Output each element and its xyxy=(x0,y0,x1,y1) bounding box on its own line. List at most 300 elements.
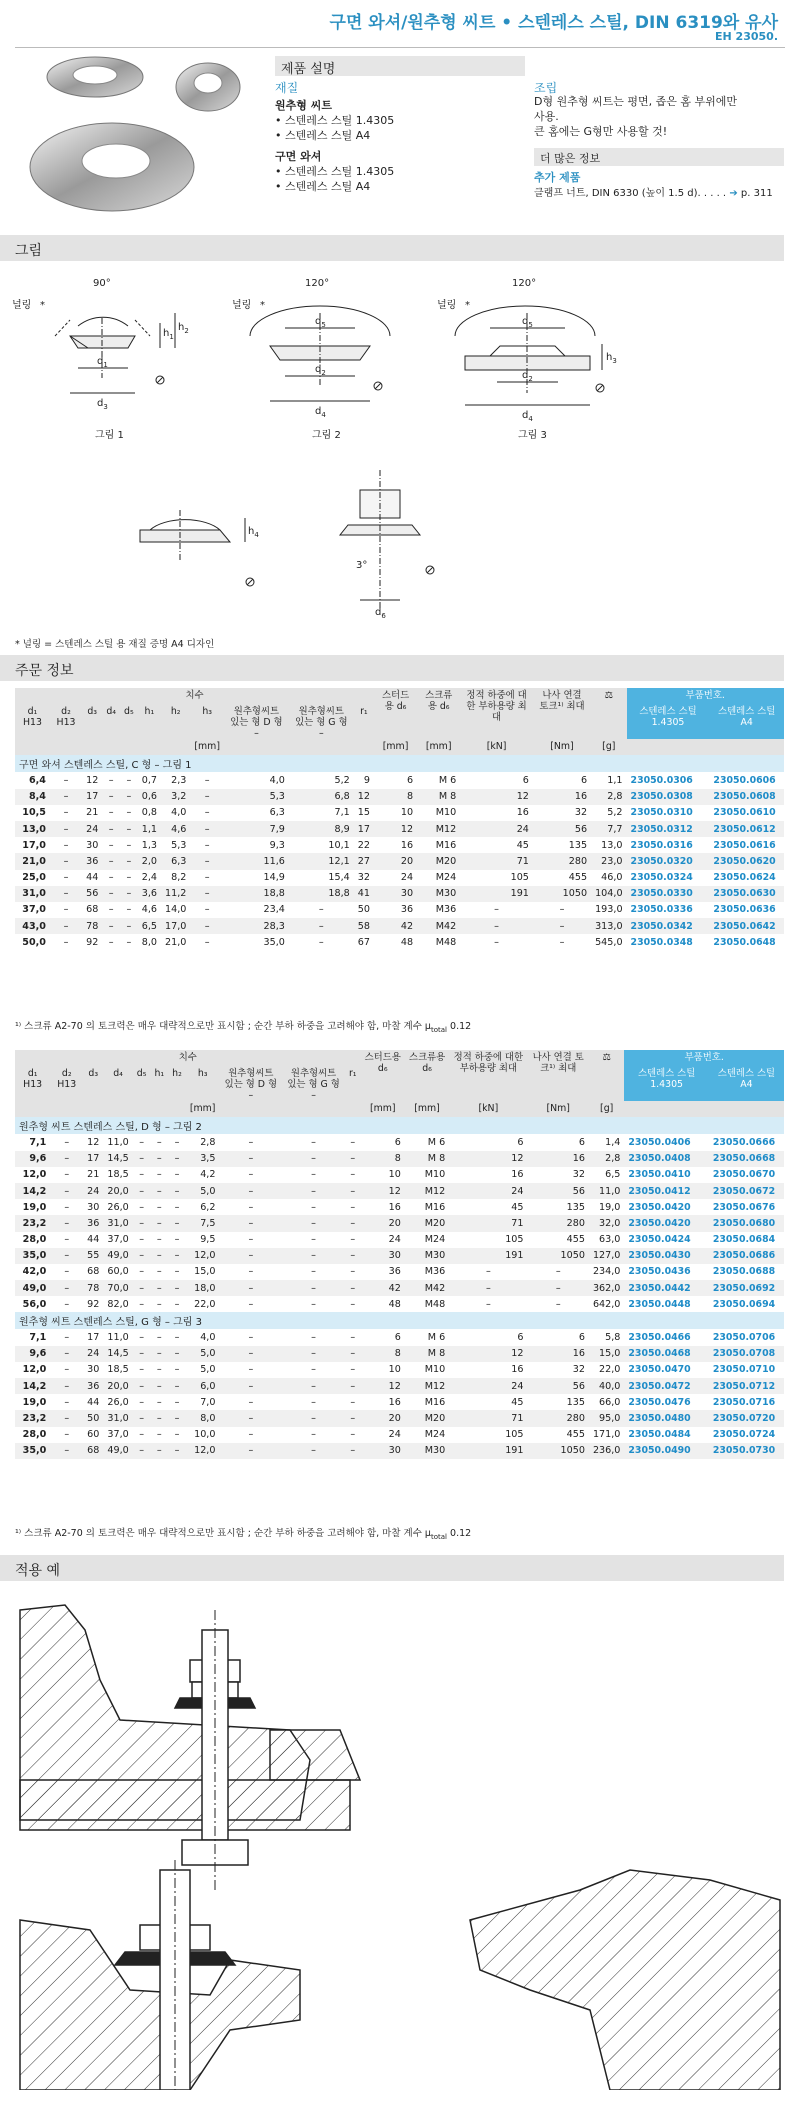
part-number[interactable]: 23050.0470 xyxy=(628,1364,691,1376)
table-row xyxy=(15,1329,784,1345)
table-cell: 104,0 xyxy=(591,886,626,902)
table-cell: M30 xyxy=(417,886,460,902)
table-cell: – xyxy=(50,853,82,869)
table-cell: 78 xyxy=(83,1280,103,1296)
table-cell: – xyxy=(350,1332,356,1344)
table-cell: – xyxy=(156,1332,162,1344)
table-cell: – xyxy=(204,936,210,948)
table-cell: 95,0 xyxy=(589,1410,624,1426)
part-number[interactable]: 23050.0436 xyxy=(628,1266,691,1278)
table-cell: – xyxy=(168,1443,186,1459)
table-cell: 26,0 xyxy=(107,1396,129,1408)
table-cell: 45 xyxy=(511,1201,524,1213)
table-cell: – xyxy=(311,1332,316,1344)
part-number[interactable]: 23050.0424 xyxy=(628,1234,691,1246)
part-number[interactable]: 23050.0720 xyxy=(709,1410,784,1426)
table-cell: – xyxy=(139,1234,144,1246)
header-cell: 스텐레스 스틸 1.4305 xyxy=(627,704,710,739)
table-cell: – xyxy=(204,807,210,819)
table-cell: 4,2 xyxy=(200,1169,216,1181)
unit-cell: [Nm] xyxy=(533,739,591,755)
table-cell: 21,0 xyxy=(165,936,187,948)
table-cell: – xyxy=(120,853,138,869)
table-cell: 45 xyxy=(516,839,529,851)
table-cell: – xyxy=(559,904,565,916)
table-cell: – xyxy=(311,1429,316,1441)
table-cell: 49,0 xyxy=(103,1248,132,1264)
table-cell: – xyxy=(120,918,138,934)
table-cell: 27 xyxy=(354,853,374,869)
part-number[interactable]: 23050.0348 xyxy=(630,936,693,948)
table-cell: – xyxy=(133,1183,151,1199)
table-cell: 10 xyxy=(400,807,414,819)
more-info-title: 더 많은 정보 xyxy=(534,148,784,166)
part-number[interactable]: 23050.0324 xyxy=(630,872,693,884)
table-cell: – xyxy=(559,936,565,948)
table-cell: – xyxy=(133,1378,151,1394)
table-cell: – xyxy=(311,1234,316,1246)
table-cell: 455 xyxy=(566,1429,585,1441)
table-cell: – xyxy=(50,789,82,805)
washer-item: 스텐레스 스틸 1.4305 xyxy=(285,165,395,178)
table-cell: 105 xyxy=(505,1429,524,1441)
legend-label: 널링 xyxy=(232,300,252,311)
table-cell: 32 xyxy=(357,872,370,884)
header-cell: 치수 xyxy=(15,688,374,704)
table-cell: 3,2 xyxy=(161,789,190,805)
table-cell: 16 xyxy=(388,1201,401,1213)
table-cell: – xyxy=(126,839,132,851)
table-cell: 10 xyxy=(388,1364,401,1376)
table-unit-row xyxy=(15,739,784,755)
table-cell: – xyxy=(133,1248,151,1264)
table-cell: 0,7 xyxy=(141,774,158,786)
table-cell: 105 xyxy=(505,1234,524,1246)
table-cell: 193,0 xyxy=(595,904,623,916)
table-cell: 19,0 xyxy=(22,1396,47,1408)
table-cell: – xyxy=(311,1364,316,1376)
header-cell: h₃ xyxy=(186,1066,220,1101)
table-cell: – xyxy=(174,1234,180,1246)
table-cell: 68 xyxy=(83,1443,103,1459)
table-cell: – xyxy=(50,1443,83,1459)
table-cell: – xyxy=(219,1410,282,1426)
table-cell: – xyxy=(133,1346,151,1362)
table-cell: – xyxy=(139,1396,144,1408)
table-cell: 16 xyxy=(533,789,591,805)
table-cell: 71 xyxy=(449,1215,527,1231)
part-number[interactable]: 23050.0336 xyxy=(630,904,693,916)
add-product-page: p. 311 xyxy=(740,188,773,199)
part-number[interactable]: 23050.0312 xyxy=(627,821,710,837)
table-row xyxy=(15,934,784,950)
table-cell: 1,1 xyxy=(138,821,161,837)
table-cell: – xyxy=(156,1169,162,1181)
table-cell: – xyxy=(190,853,224,869)
part-number[interactable]: 23050.0620 xyxy=(709,853,784,869)
table-cell: – xyxy=(350,1429,356,1441)
table-cell: 56 xyxy=(528,1183,589,1199)
table-cell: 10,0 xyxy=(194,1429,216,1441)
part-number[interactable]: 23050.0648 xyxy=(713,936,776,948)
table-cell: – xyxy=(156,1234,162,1246)
table-cell: 21,0 xyxy=(15,853,50,869)
part-number[interactable]: 23050.0630 xyxy=(709,886,784,902)
table-cell: – xyxy=(345,1378,361,1394)
table-row xyxy=(15,902,784,918)
table-cell: 2,4 xyxy=(141,872,158,884)
table-cell: – xyxy=(133,1280,151,1296)
table-cell: 14,5 xyxy=(103,1151,132,1167)
table-cell: 56,0 xyxy=(22,1298,47,1310)
table-header-row xyxy=(15,1050,784,1066)
table-cell: 30 xyxy=(361,1443,405,1459)
table-cell: – xyxy=(139,1364,144,1376)
table-cell: – xyxy=(168,1248,186,1264)
table-cell: – xyxy=(485,1266,491,1278)
table-cell: 8,9 xyxy=(289,821,354,837)
table-cell: 31,0 xyxy=(15,886,50,902)
header-cell: h₂ xyxy=(168,1066,186,1101)
part-number[interactable]: 23050.0468 xyxy=(624,1346,708,1362)
add-product-text: 클램프 너트, DIN 6330 (높이 1.5 d). . . . . xyxy=(534,188,727,199)
unit-cell: [mm] xyxy=(374,739,417,755)
table-row xyxy=(15,772,784,788)
table-cell: 127,0 xyxy=(589,1248,624,1264)
table-cell: 56 xyxy=(533,821,591,837)
table-cell: 44 xyxy=(87,1396,100,1408)
part-number[interactable]: 23050.0472 xyxy=(624,1378,708,1394)
table-cell: 7,9 xyxy=(224,821,289,837)
svg-text:d4: $d_4$ xyxy=(315,406,326,419)
unit-cell: [kN] xyxy=(460,739,533,755)
part-number[interactable]: 23050.0448 xyxy=(628,1298,691,1310)
table-cell: – xyxy=(219,1280,282,1296)
svg-text:d4: $d_4$ xyxy=(522,410,533,423)
part-number[interactable]: 23050.0676 xyxy=(712,1201,776,1213)
unit-cell: [kN] xyxy=(449,1101,527,1117)
part-number[interactable]: 23050.0342 xyxy=(627,918,710,934)
table-row xyxy=(15,1427,784,1443)
table-cell: 545,0 xyxy=(595,936,623,948)
table-cell: 22 xyxy=(357,839,370,851)
table-cell: 42,0 xyxy=(22,1266,47,1278)
table-cell: 455 xyxy=(566,1234,585,1246)
table-cell: – xyxy=(64,1201,70,1213)
table-cell: 5,2 xyxy=(607,807,623,819)
table-row xyxy=(15,1167,784,1183)
add-product-link[interactable] xyxy=(534,184,773,199)
table-cell: 46,0 xyxy=(601,872,623,884)
table-row xyxy=(15,821,784,837)
table-cell: – xyxy=(50,1151,83,1167)
table-cell: 13,0 xyxy=(15,821,50,837)
part-number[interactable]: 23050.0666 xyxy=(712,1136,776,1148)
table-cell: 19,0 xyxy=(22,1201,47,1213)
table-cell: – xyxy=(345,1410,361,1426)
table-cell: 0,6 xyxy=(138,789,161,805)
table-cell: 48 xyxy=(388,1298,401,1310)
table-cell: 12,0 xyxy=(186,1248,220,1264)
table-cell: 5,0 xyxy=(186,1346,220,1362)
part-number[interactable]: 23050.0406 xyxy=(628,1136,691,1148)
table-cell: 17,0 xyxy=(161,918,190,934)
part-number[interactable]: 23050.0706 xyxy=(712,1332,776,1344)
seat-item: 스텐레스 스틸 1.4305 xyxy=(285,114,395,127)
table-cell: – xyxy=(156,1396,162,1408)
table-cell: 16 xyxy=(516,807,529,819)
table-cell: 9 xyxy=(363,774,370,786)
table-cell: 30 xyxy=(87,1201,100,1213)
header-cell: d₄ xyxy=(103,1066,132,1101)
header-cell: 스텐레스 스틸 A4 xyxy=(709,1066,784,1101)
table-cell: – xyxy=(219,1443,282,1459)
table-cell: M24 xyxy=(435,872,457,884)
table-cell: 7,5 xyxy=(186,1215,220,1231)
table-cell: 32 xyxy=(572,1169,585,1181)
part-number[interactable]: 23050.0610 xyxy=(713,807,776,819)
part-number[interactable]: 23050.0316 xyxy=(630,839,693,851)
table-cell: 92 xyxy=(87,1298,100,1310)
part-number[interactable]: 23050.0712 xyxy=(709,1378,784,1394)
table-cell: M20 xyxy=(405,1215,449,1231)
table-cell: M 6 xyxy=(427,1332,446,1344)
table-cell: M10 xyxy=(424,1169,446,1181)
table-cell: 6 xyxy=(394,1136,401,1148)
table-cell: 18,8 xyxy=(224,886,289,902)
table-cell: 6 xyxy=(407,774,414,786)
table-cell: – xyxy=(190,821,224,837)
table-cell: – xyxy=(150,1183,168,1199)
part-number[interactable]: 23050.0724 xyxy=(712,1429,776,1441)
table-cell: – xyxy=(108,807,114,819)
part-number[interactable]: 23050.0612 xyxy=(709,821,784,837)
table-cell: – xyxy=(345,1151,361,1167)
table-section-row xyxy=(15,1312,784,1329)
part-number[interactable]: 23050.0410 xyxy=(628,1169,691,1181)
header-cell: 부품번호. xyxy=(627,688,784,704)
table-cell: – xyxy=(219,1215,282,1231)
table-cell: 642,0 xyxy=(592,1298,621,1310)
header-cell: d₂ H13 xyxy=(50,1066,83,1101)
table-cell: – xyxy=(311,1201,316,1213)
table-cell: 6 xyxy=(522,774,529,786)
table-row xyxy=(15,1394,784,1410)
table-row xyxy=(15,886,784,902)
table-cell: – xyxy=(350,1169,356,1181)
unit-cell xyxy=(219,1101,360,1117)
table-cell: – xyxy=(248,1201,254,1213)
table-cell: 234,0 xyxy=(592,1266,621,1278)
legend-label: 널링 xyxy=(12,300,32,311)
table-cell: 22,0 xyxy=(194,1298,216,1310)
unit-cell: [mm] xyxy=(361,1101,405,1117)
part-number[interactable]: 23050.0680 xyxy=(709,1215,784,1231)
table-cell: 16 xyxy=(528,1346,589,1362)
table-cell: M30 xyxy=(405,1443,449,1459)
part-number[interactable]: 23050.0484 xyxy=(628,1429,691,1441)
table-cell: 49,0 xyxy=(103,1443,132,1459)
table-cell: 12,0 xyxy=(22,1364,47,1376)
table-cell: 17 xyxy=(354,821,374,837)
product-photo xyxy=(20,55,260,215)
header-cell: 스텐레스 스틸 1.4305 xyxy=(624,1066,708,1101)
part-number[interactable]: 23050.0730 xyxy=(709,1443,784,1459)
table-cell: 50 xyxy=(83,1410,103,1426)
table-cell: 30 xyxy=(374,886,417,902)
table-unit-row xyxy=(15,1101,784,1117)
part-number[interactable]: 23050.0672 xyxy=(709,1183,784,1199)
part-number[interactable]: 23050.0466 xyxy=(628,1332,691,1344)
table-cell: – xyxy=(219,1378,282,1394)
table-cell: – xyxy=(139,1266,144,1278)
part-number[interactable]: 23050.0684 xyxy=(712,1234,776,1246)
table-cell: – xyxy=(248,1364,254,1376)
part-number[interactable]: 23050.0616 xyxy=(713,839,776,851)
part-number[interactable]: 23050.0442 xyxy=(624,1280,708,1296)
part-number[interactable]: 23050.0420 xyxy=(624,1215,708,1231)
table-cell: 6,3 xyxy=(161,853,190,869)
table-cell: – xyxy=(64,1266,70,1278)
table-cell: – xyxy=(282,1183,345,1199)
table-row xyxy=(15,805,784,821)
part-number[interactable]: 23050.0430 xyxy=(624,1248,708,1264)
header-cell: 나사 연결 토크¹⁾ 최대 xyxy=(528,1050,589,1101)
table-cell: – xyxy=(102,886,120,902)
assembly-line: 큰 홈에는 G형만 사용할 것! xyxy=(534,125,668,138)
part-number[interactable]: 23050.0688 xyxy=(712,1266,776,1278)
part-number[interactable]: 23050.0670 xyxy=(712,1169,776,1181)
table-cell: 6,8 xyxy=(289,789,354,805)
table-cell: 11,2 xyxy=(161,886,190,902)
part-number[interactable]: 23050.0420 xyxy=(628,1201,691,1213)
part-number[interactable]: 23050.0694 xyxy=(712,1298,776,1310)
table-cell: 58 xyxy=(354,918,374,934)
table-cell: 20 xyxy=(361,1215,405,1231)
part-number[interactable]: 23050.0490 xyxy=(624,1443,708,1459)
table-cell: 22,0 xyxy=(599,1364,621,1376)
table-cell: – xyxy=(282,1443,345,1459)
table-cell: 10 xyxy=(388,1169,401,1181)
table-cell: 8 xyxy=(361,1151,405,1167)
table-cell: 14,0 xyxy=(165,904,187,916)
part-number[interactable]: 23050.0686 xyxy=(709,1248,784,1264)
part-number[interactable]: 23050.0636 xyxy=(713,904,776,916)
table-cell: M 6 xyxy=(427,1136,446,1148)
unit-cell xyxy=(15,739,190,755)
part-number[interactable]: 23050.0668 xyxy=(709,1151,784,1167)
part-number[interactable]: 23050.0608 xyxy=(709,789,784,805)
part-number[interactable]: 23050.0408 xyxy=(624,1151,708,1167)
table-cell: 35,0 xyxy=(263,936,285,948)
table-cell: 362,0 xyxy=(589,1280,624,1296)
header-cell: 스크류용 d₆ xyxy=(405,1050,449,1101)
table-cell: 30 xyxy=(361,1248,405,1264)
table-cell: 16 xyxy=(400,839,414,851)
table-cell: 41 xyxy=(354,886,374,902)
table-cell: – xyxy=(350,1396,356,1408)
table-seat xyxy=(15,1050,784,1459)
part-number[interactable]: 23050.0624 xyxy=(713,872,776,884)
table-cell: – xyxy=(50,1280,83,1296)
table-cell: – xyxy=(50,1248,83,1264)
table-cell: 5,3 xyxy=(171,839,187,851)
table-cell: – xyxy=(168,1151,186,1167)
table-cell: – xyxy=(64,1429,70,1441)
part-number[interactable]: 23050.0308 xyxy=(627,789,710,805)
table-cell: – xyxy=(282,1280,345,1296)
part-number[interactable]: 23050.0642 xyxy=(709,918,784,934)
table-cell: 7,1 xyxy=(29,1332,47,1344)
table-cell: – xyxy=(282,1151,345,1167)
part-number[interactable]: 23050.0606 xyxy=(713,774,776,786)
table-row xyxy=(15,1280,784,1296)
table-cell: 5,0 xyxy=(186,1183,220,1199)
unit-cell: [g] xyxy=(591,739,626,755)
table-cell: 24 xyxy=(388,1234,401,1246)
table-cell: – xyxy=(50,1215,83,1231)
table-cell: 1,4 xyxy=(605,1136,621,1148)
header-cell: 스텐레스 스틸 A4 xyxy=(709,704,784,739)
table-section-row xyxy=(15,1117,784,1134)
fig2-label: 그림 2 xyxy=(312,430,341,441)
table-cell: – xyxy=(248,1396,254,1408)
table-cell: – xyxy=(156,1364,162,1376)
table-cell: 56 xyxy=(82,886,102,902)
table-cell: 11,6 xyxy=(224,853,289,869)
part-number[interactable]: 23050.0476 xyxy=(628,1396,691,1408)
angle-3: 3° xyxy=(356,560,368,571)
table-cell: – xyxy=(120,789,138,805)
table-cell: – xyxy=(248,1266,254,1278)
part-number[interactable]: 23050.0708 xyxy=(709,1346,784,1362)
table-cell: M30 xyxy=(405,1248,449,1264)
table-cell: 32 xyxy=(572,1364,585,1376)
part-number[interactable]: 23050.0710 xyxy=(712,1364,776,1376)
table-cell: 71 xyxy=(460,853,533,869)
part-number[interactable]: 23050.0692 xyxy=(709,1280,784,1296)
table-cell: – xyxy=(345,1346,361,1362)
washer-title: 구면 와셔 xyxy=(275,150,322,163)
table-cell: 45 xyxy=(511,1396,524,1408)
table-row xyxy=(15,1199,784,1215)
part-number[interactable]: 23050.0412 xyxy=(624,1183,708,1199)
part-number[interactable]: 23050.0716 xyxy=(712,1396,776,1408)
table-cell: – xyxy=(282,1410,345,1426)
table-cell: 37,0 xyxy=(107,1234,129,1246)
part-number[interactable]: 23050.0320 xyxy=(627,853,710,869)
table-cell: 7,1 xyxy=(334,807,350,819)
table-row xyxy=(15,789,784,805)
table-cell: – xyxy=(64,1332,70,1344)
table-cell: 43,0 xyxy=(15,918,50,934)
svg-text:d5: $d_5$ xyxy=(315,316,326,329)
table-row xyxy=(15,1151,784,1167)
table-cell: 8 xyxy=(361,1346,405,1362)
part-number[interactable]: 23050.0310 xyxy=(630,807,693,819)
part-number[interactable]: 23050.0330 xyxy=(627,886,710,902)
part-number[interactable]: 23050.0480 xyxy=(624,1410,708,1426)
header-cell: 원추형씨트 있는 형 D 형 – xyxy=(219,1066,282,1101)
table-cell: 6,3 xyxy=(269,807,285,819)
table-cell: 78 xyxy=(82,918,102,934)
table-cell: M36 xyxy=(424,1266,446,1278)
table-cell: 4,6 xyxy=(161,821,190,837)
unit-cell xyxy=(624,1101,784,1117)
table-cell: 49,0 xyxy=(15,1280,50,1296)
part-number[interactable]: 23050.0306 xyxy=(630,774,693,786)
svg-text:d3: $d_3$ xyxy=(97,398,108,411)
